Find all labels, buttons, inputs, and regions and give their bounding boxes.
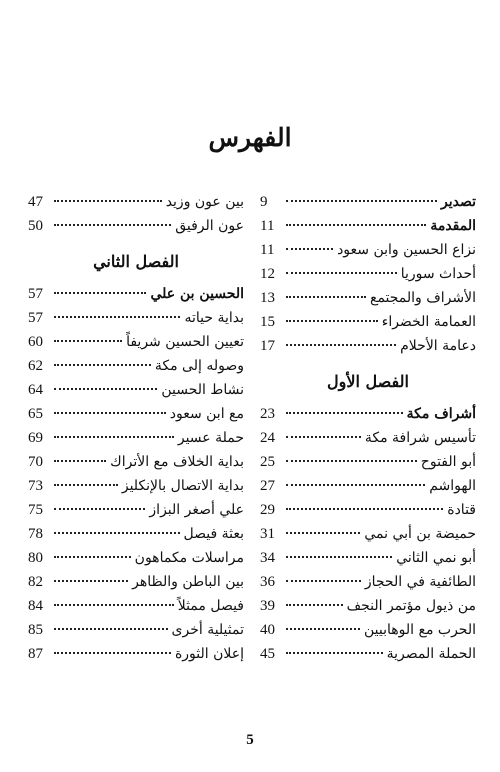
- toc-entry: [260, 570, 476, 594]
- toc-entry-title: الهواشم: [429, 478, 476, 494]
- toc-list: [28, 190, 244, 238]
- toc-entry-page: 64: [28, 382, 43, 398]
- toc-entry-page: 25: [260, 454, 275, 470]
- toc-entry-page: 73: [28, 478, 43, 494]
- dot-leader: [286, 604, 343, 606]
- toc-entry-title: عون الرفيق: [175, 218, 244, 234]
- toc-entry: [28, 214, 244, 238]
- toc-entry-page: 15: [260, 314, 275, 330]
- toc-entry-page: 11: [260, 242, 275, 258]
- dot-leader: [286, 248, 333, 250]
- toc-entry-page: 27: [260, 478, 275, 494]
- toc-entry-page: 31: [260, 526, 275, 542]
- dot-leader: [54, 200, 162, 202]
- dot-leader: [286, 200, 437, 202]
- toc-entry: [260, 334, 476, 358]
- toc-entry-title: أحداث سوريا: [400, 266, 476, 282]
- toc-entry-title: بين الباطن والظاهر: [132, 574, 244, 590]
- toc-entry: [260, 450, 476, 474]
- toc-entry: [260, 262, 476, 286]
- toc-entry: [28, 190, 244, 214]
- dot-leader: [286, 652, 383, 654]
- toc-entry-page: 75: [28, 502, 43, 518]
- toc-entry: [28, 618, 244, 642]
- toc-entry: [28, 498, 244, 522]
- toc-entry-page: 24: [260, 430, 275, 446]
- toc-entry-title: بداية الخلاف مع الأتراك: [110, 454, 244, 470]
- toc-entry: [260, 522, 476, 546]
- toc-entry: [28, 642, 244, 666]
- toc-entry: [260, 286, 476, 310]
- dot-leader: [286, 224, 426, 226]
- toc-entry: [28, 426, 244, 450]
- dot-leader: [286, 412, 403, 414]
- toc-entry-title: أبو نمي الثاني: [396, 550, 476, 566]
- dot-leader: [286, 484, 425, 486]
- toc-entry: [260, 426, 476, 450]
- toc-entry-title: فيصل ممثلاً: [177, 598, 244, 614]
- toc-entry-title: حملة عسير: [177, 430, 244, 446]
- toc-entry-page: 87: [28, 646, 43, 662]
- dot-leader: [54, 412, 166, 414]
- toc-entry-title: المقدمة: [430, 218, 476, 234]
- toc-entry-title: العمامة الخضراء: [381, 314, 476, 330]
- dot-leader: [286, 296, 366, 298]
- toc-entry-title: علي أصغر البزاز: [149, 502, 244, 518]
- toc-entry-title: قتادة: [447, 502, 476, 518]
- toc-entry-title: تأسيس شرافة مكة: [364, 430, 476, 446]
- toc-entry-title: تصدير: [440, 194, 476, 210]
- toc-entry: [28, 522, 244, 546]
- dot-leader: [286, 436, 361, 438]
- toc-entry: [260, 474, 476, 498]
- toc-entry-page: 70: [28, 454, 43, 470]
- toc-entry-page: 47: [28, 194, 43, 210]
- toc-entry-page: 57: [28, 310, 43, 326]
- toc-entry-title: نزاع الحسين وابن سعود: [337, 242, 476, 258]
- toc-entry: [260, 594, 476, 618]
- toc-entry-title: الأشراف والمجتمع: [370, 290, 476, 306]
- dot-leader: [286, 460, 417, 462]
- toc-entry-page: 45: [260, 646, 275, 662]
- dot-leader: [54, 224, 171, 226]
- dot-leader: [54, 460, 106, 462]
- toc-entry-title: الحرب مع الوهابيين: [364, 622, 476, 638]
- toc-entry-page: 84: [28, 598, 43, 614]
- toc-entry-page: 60: [28, 334, 43, 350]
- dot-leader: [54, 292, 146, 294]
- dot-leader: [286, 320, 378, 322]
- toc-entry: [28, 450, 244, 474]
- toc-entry-page: 78: [28, 526, 43, 542]
- toc-list: [28, 282, 244, 666]
- toc-entry-page: 82: [28, 574, 43, 590]
- toc-entry: [28, 282, 244, 306]
- toc-entry: [260, 190, 476, 214]
- toc-entry-page: 57: [28, 286, 43, 302]
- dot-leader: [54, 436, 174, 438]
- toc-entry: [28, 354, 244, 378]
- toc-entry-title: بين عون وزيد: [165, 194, 244, 210]
- toc-entry-page: 62: [28, 358, 43, 374]
- dot-leader: [54, 628, 168, 630]
- dot-leader: [54, 388, 157, 390]
- toc-entry-title: الحملة المصرية: [386, 646, 476, 662]
- dot-leader: [54, 532, 180, 534]
- toc-entry: [28, 402, 244, 426]
- toc-entry-title: الطائفية في الحجاز: [364, 574, 476, 590]
- page-title: الفهرس: [208, 123, 292, 152]
- dot-leader: [286, 628, 360, 630]
- toc-entry-title: وصوله إلى مكة: [154, 358, 244, 374]
- dot-leader: [54, 556, 131, 558]
- toc-entry-page: 23: [260, 406, 275, 422]
- toc-entry: [28, 570, 244, 594]
- toc-entry-title: مراسلات مكماهون: [134, 550, 244, 566]
- toc-entry-title: تعيين الحسين شريفاً: [126, 334, 244, 350]
- toc-entry: [260, 546, 476, 570]
- toc-entry-page: 50: [28, 218, 43, 234]
- toc-entry: [28, 546, 244, 570]
- toc-entry-title: بعثة فيصل: [183, 526, 244, 542]
- toc-entry: [28, 594, 244, 618]
- dot-leader: [54, 580, 128, 582]
- toc-entry: [260, 402, 476, 426]
- toc-entry-page: 9: [260, 194, 268, 210]
- dot-leader: [286, 508, 443, 510]
- dot-leader: [54, 604, 174, 606]
- toc-entry-page: 34: [260, 550, 275, 566]
- toc-entry: [260, 642, 476, 666]
- dot-leader: [286, 580, 361, 582]
- toc-entry-page: 40: [260, 622, 275, 638]
- toc-entry-page: 12: [260, 266, 275, 282]
- toc-entry-title: أبو الفتوح: [420, 454, 476, 470]
- toc-entry: [260, 238, 476, 262]
- dot-leader: [54, 316, 180, 318]
- dot-leader: [286, 272, 397, 274]
- toc-entry-page: 65: [28, 406, 43, 422]
- toc-column-left: [28, 190, 244, 666]
- toc-entry-page: 13: [260, 290, 275, 306]
- toc-entry: [260, 618, 476, 642]
- toc-entry: [260, 498, 476, 522]
- toc-entry-title: حميضة بن أبي نمي: [364, 526, 476, 542]
- toc-entry-title: أشراف مكة: [406, 406, 476, 422]
- dot-leader: [54, 484, 118, 486]
- toc-entry: [28, 330, 244, 354]
- toc-entry: [260, 310, 476, 334]
- toc-entry-title: نشاط الحسين: [161, 382, 244, 398]
- page-number: 5: [246, 732, 254, 748]
- toc-entry-page: 36: [260, 574, 275, 590]
- dot-leader: [54, 652, 171, 654]
- dot-leader: [54, 340, 122, 342]
- toc-entry-title: تمثيلية أخرى: [171, 622, 244, 638]
- toc-entry-page: 11: [260, 218, 275, 234]
- dot-leader: [54, 508, 145, 510]
- toc-entry-page: 39: [260, 598, 275, 614]
- toc-entry-page: 85: [28, 622, 43, 638]
- toc-entry: [28, 306, 244, 330]
- toc-entry-title: مع ابن سعود: [169, 406, 244, 422]
- toc-entry: [28, 474, 244, 498]
- toc-entry-page: 80: [28, 550, 43, 566]
- chapter-heading: الفصل الأول: [327, 372, 409, 391]
- toc-entry-title: بداية حياته: [184, 310, 244, 326]
- toc-entry-page: 17: [260, 338, 275, 354]
- dot-leader: [286, 532, 360, 534]
- toc-column-right: [260, 190, 476, 666]
- toc-entry-title: إعلان الثورة: [174, 646, 244, 662]
- toc-list: [260, 190, 476, 358]
- chapter-heading: الفصل الثاني: [93, 252, 179, 271]
- toc-entry-page: 29: [260, 502, 275, 518]
- toc-entry: [260, 214, 476, 238]
- toc-entry-page: 69: [28, 430, 43, 446]
- dot-leader: [286, 556, 392, 558]
- toc-entry-title: من ذيول مؤتمر النجف: [346, 598, 476, 614]
- toc-list: [260, 402, 476, 666]
- dot-leader: [54, 364, 151, 366]
- toc-entry-title: دعامة الأحلام: [400, 338, 476, 354]
- dot-leader: [286, 344, 396, 346]
- toc-entry-title: بداية الاتصال بالإنكليز: [121, 478, 244, 494]
- toc-entry: [28, 378, 244, 402]
- toc-entry-title: الحسين بن علي: [150, 286, 244, 302]
